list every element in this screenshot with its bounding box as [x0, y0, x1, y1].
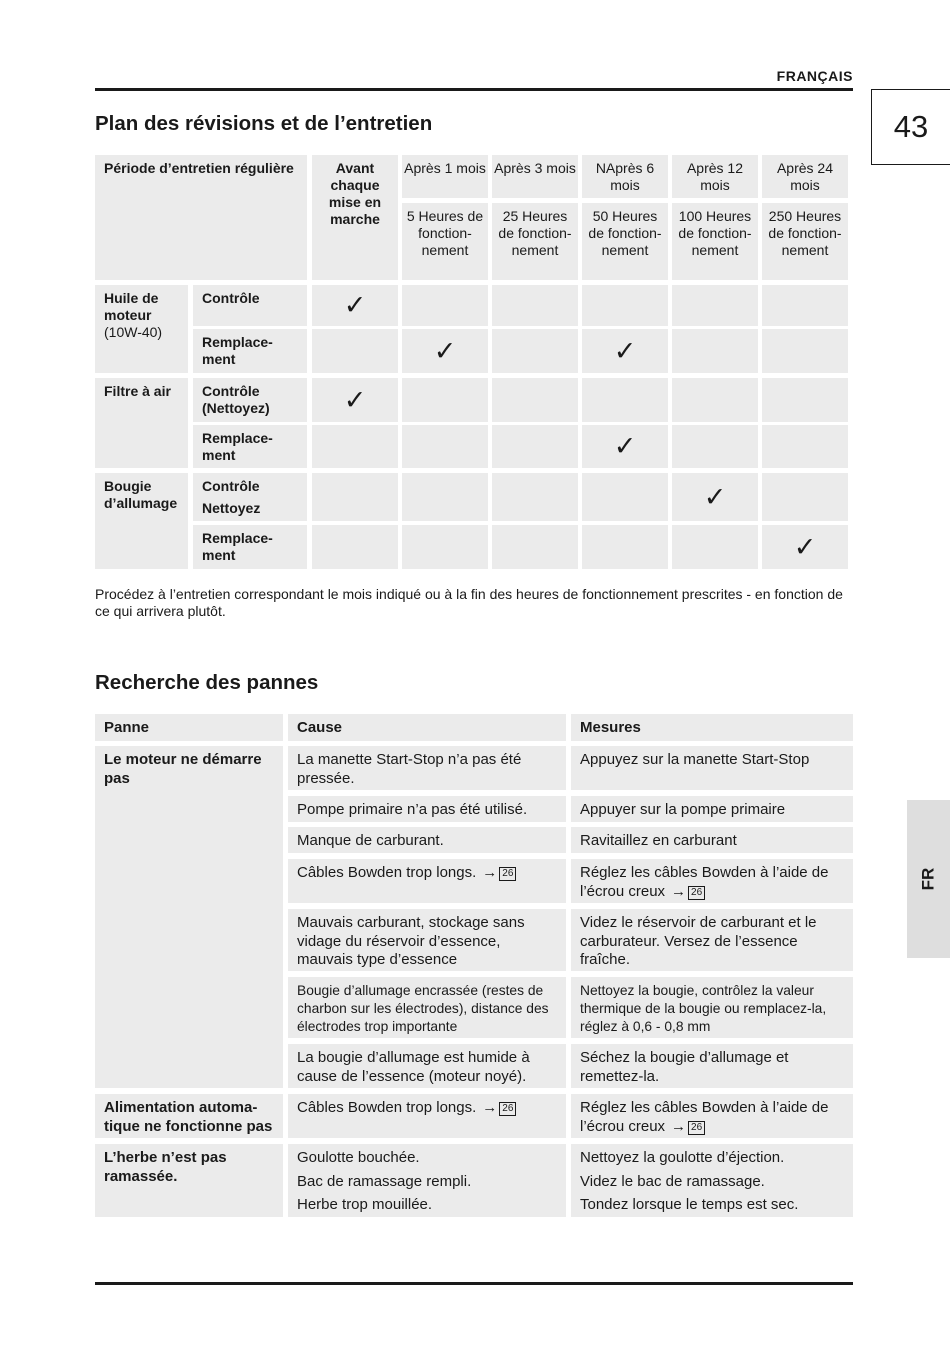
month-header: Après 3 mois: [492, 155, 578, 198]
task-text: Contrôle (Nettoyez): [202, 383, 270, 416]
measure-text: Ravitaillez en carburant: [580, 832, 737, 849]
schedule-cell: [312, 425, 398, 468]
cause-text: Câbles Bowden trop longs.: [297, 1099, 477, 1116]
task-label: [193, 473, 307, 521]
measure-cell: [571, 1094, 853, 1138]
task-text: Remplace-ment: [202, 430, 273, 463]
measure-text: Videz le réservoir de carburant et le carburateur. Versez de l’essence fraîche.: [580, 914, 817, 968]
cause-text: Pompe primaire n’a pas été utilisé.: [297, 801, 528, 818]
top-rule: [95, 88, 853, 91]
measure-text: Séchez la bougie d’allumage et remettez-la.: [580, 1049, 789, 1085]
month-header: Après 1 mois: [402, 155, 488, 198]
cause-cell: [288, 859, 566, 903]
cause-cell: [288, 1094, 566, 1138]
cause-text: Manque de carburant.: [297, 832, 444, 849]
check-icon: ✓: [793, 531, 817, 562]
cause-line: Herbe trop mouillée.: [297, 1196, 433, 1213]
schedule-cell: [492, 378, 578, 422]
hours-header: 250 Heures de fonction-nement: [762, 203, 848, 280]
schedule-cell: [492, 285, 578, 326]
check-icon: ✓: [343, 384, 367, 415]
schedule-cell: [402, 473, 488, 521]
cause-text: Bougie d’allumage encrassée (restes de charbon sur les électrodes), distance des électrodes trop importante: [297, 983, 549, 1034]
hours-header: 5 Heures de fonction-nement: [402, 203, 488, 280]
language-tab-label: FR: [918, 867, 938, 891]
task-text: Remplace-ment: [202, 334, 273, 367]
column-cause: Cause: [288, 714, 566, 741]
check-icon: ✓: [343, 290, 367, 320]
schedule-cell: [492, 473, 578, 521]
page-reference-icon: 26: [499, 867, 516, 881]
task-text: Remplace-ment: [202, 530, 273, 563]
check-icon: ✓: [433, 335, 457, 366]
task-label: [193, 525, 307, 569]
schedule-cell: [582, 329, 668, 373]
check-icon: ✓: [613, 431, 637, 461]
cause-text: La manette Start-Stop n’a pas été pressée.: [297, 751, 522, 787]
schedule-cell: [672, 425, 758, 468]
schedule-cell: [762, 425, 848, 468]
cause-line: Bac de ramassage rempli.: [297, 1172, 472, 1190]
group-spark-plug: Bougie d’allumage: [95, 473, 188, 569]
schedule-cell: [582, 525, 668, 569]
task-text: Contrôle: [202, 290, 260, 306]
schedule-cell: [312, 473, 398, 521]
measure-cell: [571, 746, 853, 790]
check-icon: ✓: [613, 335, 637, 366]
measure-text: Nettoyez la bougie, contrôlez la valeur thermique de la bougie ou remplacez-la, réglez à 0,6 - 0,8 mm: [580, 983, 827, 1034]
schedule-cell: [762, 473, 848, 521]
cause-cell: [288, 1044, 566, 1088]
measure-cell: [571, 909, 853, 971]
hours-header: 100 Heures de fonction-nement: [672, 203, 758, 280]
group-air-filter: Filtre à air: [95, 378, 188, 468]
language-label: FRANÇAIS: [776, 68, 853, 84]
measure-cell: [571, 977, 853, 1038]
measure-cell: [571, 796, 853, 822]
language-tab: [907, 800, 950, 958]
measure-text: Réglez les câbles Bowden à l’aide de l’écrou creux: [580, 1099, 829, 1135]
schedule-cell: [672, 329, 758, 373]
task-text-secondary: Nettoyez: [202, 500, 261, 516]
schedule-cell: [402, 525, 488, 569]
schedule-cell: [582, 425, 668, 468]
schedule-cell: [402, 378, 488, 422]
schedule-cell: [672, 378, 758, 422]
cause-cell: [288, 827, 566, 853]
hours-header: 50 Heures de fonction-nement: [582, 203, 668, 280]
schedule-cell: [582, 285, 668, 326]
column-measures: Mesures: [571, 714, 853, 741]
schedule-cell: [312, 329, 398, 373]
cause-cell: [288, 1144, 566, 1217]
group-label: Huile de moteur: [104, 290, 159, 323]
fault-auto-feed: Alimentation automa-tique ne fonctionne pas: [95, 1094, 283, 1138]
cause-text: La bougie d’allumage est humide à cause de l’essence (moteur noyé).: [297, 1049, 530, 1085]
maintenance-note: Procédez à l’entretien correspondant le mois indiqué ou à la fin des heures de fonctionnement prescrites - en fonction de ce qui arrivera plutôt.: [95, 586, 843, 619]
hours-header: 25 Heures de fonction-nement: [492, 203, 578, 280]
fault-grass-not-collected: L’herbe n’est pas ramassée.: [95, 1144, 283, 1217]
page-reference-icon: 26: [688, 1121, 705, 1135]
measure-cell: [571, 859, 853, 903]
measure-line: Videz le bac de ramassage.: [580, 1172, 765, 1190]
cause-cell: [288, 796, 566, 822]
cause-text: Câbles Bowden trop longs.: [297, 864, 477, 881]
cause-cell: [288, 909, 566, 971]
measure-cell: [571, 1044, 853, 1088]
cause-cell: [288, 977, 566, 1038]
arrow-icon: →: [482, 1099, 498, 1116]
check-icon: ✓: [703, 481, 727, 512]
group-sublabel: (10W-40): [104, 324, 163, 340]
schedule-cell: [312, 378, 398, 422]
schedule-cell: [312, 285, 398, 326]
arrow-icon: →: [671, 1117, 687, 1135]
task-label: [193, 425, 307, 468]
page-number: 43: [871, 89, 950, 165]
arrow-icon: →: [482, 864, 498, 881]
group-engine-oil: [95, 285, 188, 373]
month-header: Après 24 mois: [762, 155, 848, 198]
schedule-cell: [402, 285, 488, 326]
schedule-cell: [312, 525, 398, 569]
measure-text: Appuyez sur la manette Start-Stop: [580, 751, 810, 768]
before-start-header: Avant chaque mise en marche: [312, 155, 398, 280]
cause-cell: [288, 746, 566, 790]
schedule-cell: [762, 285, 848, 326]
measure-cell: [571, 827, 853, 853]
schedule-cell: [672, 525, 758, 569]
troubleshooting-title: Recherche des pannes: [95, 671, 319, 694]
schedule-cell: [582, 378, 668, 422]
schedule-cell: [402, 425, 488, 468]
schedule-cell: [672, 285, 758, 326]
schedule-cell: [582, 473, 668, 521]
page-reference-icon: 26: [688, 886, 705, 900]
fault-engine-no-start: Le moteur ne démarre pas: [95, 746, 283, 1088]
measure-cell: [571, 1144, 853, 1217]
measure-text: Réglez les câbles Bowden à l’aide de l’écrou creux: [580, 864, 829, 900]
schedule-cell: [762, 525, 848, 569]
month-header: Après 12 mois: [672, 155, 758, 198]
task-label: [193, 378, 307, 422]
cause-line: Goulotte bouchée.: [297, 1149, 420, 1166]
task-label: [193, 285, 307, 326]
arrow-icon: →: [671, 882, 687, 900]
measure-line: Tondez lorsque le temps est sec.: [580, 1196, 799, 1213]
schedule-cell: [492, 525, 578, 569]
schedule-cell: [672, 473, 758, 521]
page-reference-icon: 26: [499, 1102, 516, 1116]
maintenance-title: Plan des révisions et de l’entretien: [95, 112, 433, 135]
period-header: Période d’entretien régulière: [95, 155, 307, 280]
measure-text: Appuyer sur la pompe primaire: [580, 801, 786, 818]
schedule-cell: [492, 425, 578, 468]
bottom-rule: [95, 1282, 853, 1285]
measure-line: Nettoyez la goulotte d’éjection.: [580, 1149, 785, 1166]
schedule-cell: [402, 329, 488, 373]
task-label: [193, 329, 307, 373]
month-header: NAprès 6 mois: [582, 155, 668, 198]
column-fault: Panne: [95, 714, 283, 741]
task-text: Contrôle: [202, 478, 260, 494]
schedule-cell: [492, 329, 578, 373]
schedule-cell: [762, 329, 848, 373]
cause-text: Mauvais carburant, stockage sans vidage du réservoir d’essence, mauvais type d’essence: [297, 914, 525, 968]
schedule-cell: [762, 378, 848, 422]
